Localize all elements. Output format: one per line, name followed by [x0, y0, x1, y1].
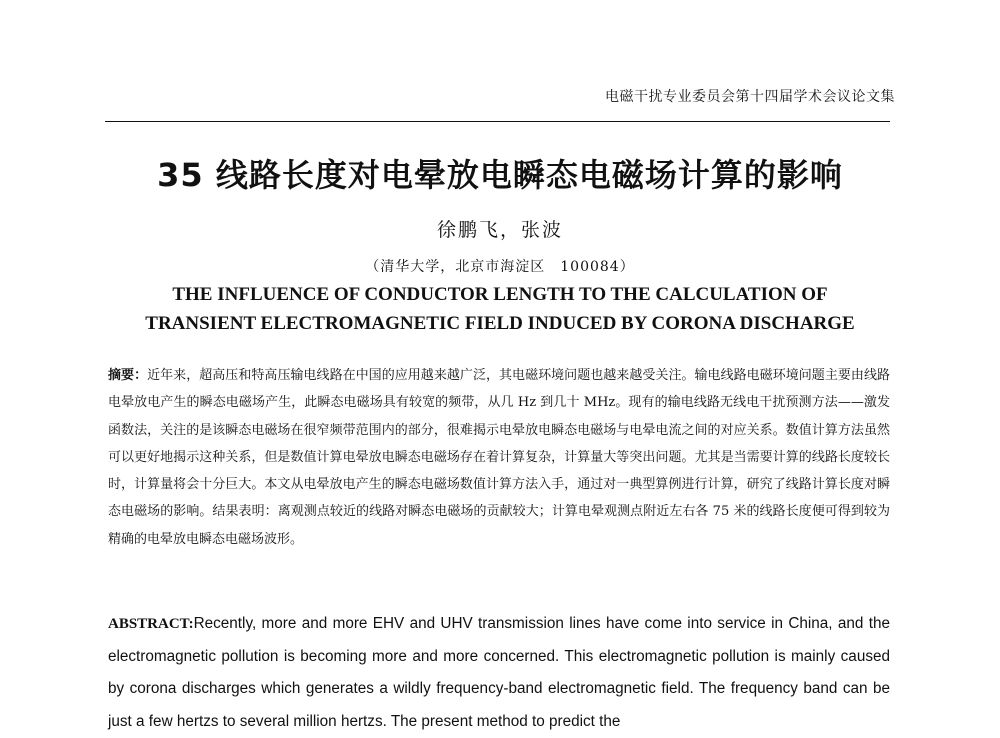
english-title	[60, 280, 940, 338]
abstract-english-label: ABSTRACT:	[108, 616, 194, 632]
abstract-chinese-label: 摘要：	[108, 368, 148, 383]
english-title-line-1: THE INFLUENCE OF CONDUCTOR LENGTH TO THE CALCULATION OF	[172, 284, 828, 305]
abstract-english	[108, 608, 890, 738]
paper-affiliation: （清华大学，北京市海淀区 100084）	[365, 259, 635, 275]
proceedings-header: 电磁干扰专业委员会第十四届学术会议论文集	[605, 89, 895, 105]
abstract-chinese	[108, 362, 890, 553]
paper-title: 35 线路长度对电晕放电瞬态电磁场计算的影响	[157, 156, 843, 194]
abstract-english-text: Recently, more and more EHV and UHV transmission lines have come into service in China, and the electromagnetic pollution is becoming more and more concerned. This electromagnetic pollution is mainly caused by corona discharges which generates a wildly frequency-band electromagnetic field. The frequency band can be just a few hertzs to several million hertzs. The present method to predict the	[108, 615, 890, 730]
abstract-chinese-text: 近年来，超高压和特高压输电线路在中国的应用越来越广泛，其电磁环境问题也越来越受关注。输电线路电磁环境问题主要由线路电晕放电产生的瞬态电磁场产生，此瞬态电磁场具有较宽的频带，从几 Hz 到几十 MHz。现有的输电线路无线电干扰预测方法——激发函数法，关注的是该瞬态电磁场在很窄频带范围内的部分，很难揭示电晕放电瞬态电磁场与电晕电流之间的对应关系。数值计算方法虽然可以更好地揭示这种关系，但是数值计算电晕放电瞬态电磁场存在着计算复杂，计算量大等突出问题。尤其是当需要计算的线路长度较长时，计算量将会十分巨大。本文从电晕放电产生的瞬态电磁场数值计算方法入手，通过对一典型算例进行计算，研究了线路计算长度对瞬态电磁场的影响。结果表明：离观测点较近的线路对瞬态电磁场的贡献较大；计算电晕观测点附近左右各 75 米的线路长度便可得到较为精确的电晕放电瞬态电磁场波形。	[108, 368, 890, 547]
paper-authors: 徐鹏飞，张波	[436, 219, 563, 241]
english-title-line-2: TRANSIENT ELECTROMAGNETIC FIELD INDUCED BY CORONA DISCHARGE	[145, 313, 855, 334]
header-rule	[105, 121, 890, 122]
